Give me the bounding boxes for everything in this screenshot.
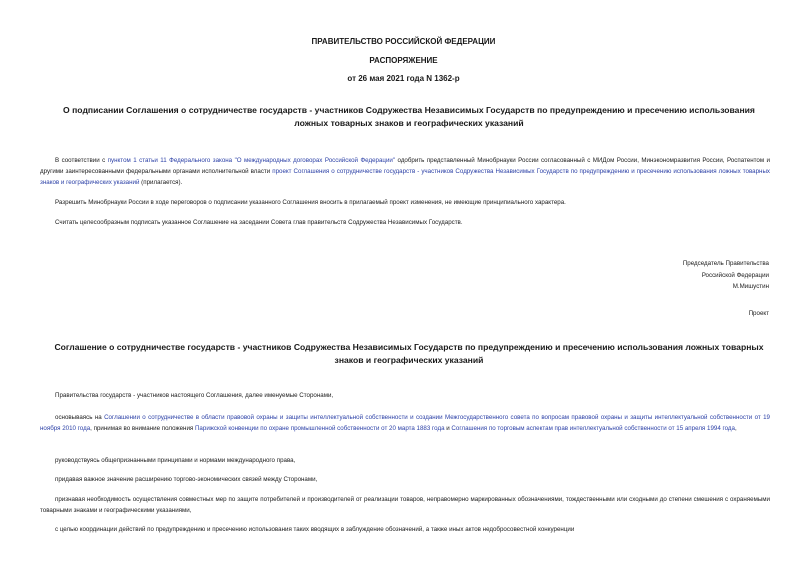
agreement-para-3	[40, 455, 770, 466]
draft-label: Проект	[748, 310, 769, 317]
paragraph-2	[40, 197, 770, 208]
agreement-para-5-text: признавая необходимость осуществления совместных мер по защите потребителей и производителей от реализации товаров, неправомерно маркированных обозначениями, тождественными или сходными до степени смешения с охраняемыми товарными знаками и географическими указаниями,	[40, 496, 770, 514]
signature-line-1: Председатель Правительства	[682, 260, 769, 267]
government-header: ПРАВИТЕЛЬСТВО РОССИЙСКОЙ ФЕДЕРАЦИИ	[311, 37, 496, 46]
agreement-para-6-text: с целью координации действий по предупреждению и пресечению использования таких вводящих в заблуждение обозначений, а также иных актов недобросовестной конкуренции	[55, 526, 575, 533]
agreement-para-3-text: руководствуясь общепризнанными принципами и нормами международного права,	[55, 457, 296, 464]
signature-line-2: Российской Федерации	[701, 271, 769, 279]
paragraph-1-text-a: В соответствии с	[55, 157, 108, 164]
paragraph-1-text-c: (прилагается).	[139, 179, 183, 186]
agreement-para-5	[40, 494, 770, 516]
document-date-number: от 26 мая 2021 года N 1362-р	[347, 74, 460, 83]
agreement-para-2-text-b: , принимая во внимание положения	[90, 425, 195, 432]
paragraph-1	[40, 155, 770, 188]
law-link[interactable]: пунктом 1 статьи 11 Федерального закона "О международных договорах Российской Федерации"	[107, 157, 396, 164]
trips-agreement-link[interactable]: Соглашения по торговым аспектам прав интеллектуальной собственности от 15 апреля 1994 года	[451, 425, 735, 432]
paris-convention-link[interactable]: Парижской конвенции по охране промышленной собственности от 20 марта 1883 года	[194, 425, 445, 432]
draft-agreement-link[interactable]: проект Соглашения о сотрудничестве государств - участников Содружества Независимых Государств по предупреждению и пресечению использования ложных товарных знаков и географических указаний	[40, 168, 771, 186]
paragraph-2-text: Разрешить Минобрнауки России в ходе переговоров о подписании указанного Соглашения вносить в прилагаемый проект изменения, не имеющие принципиального характера.	[55, 199, 566, 206]
document-title: О подписании Соглашения о сотрудничестве государств - участников Содружества Независимых Государств по предупреждению и пресечению использования ложных товарных знаков и географических указаний	[63, 105, 755, 128]
agreement-para-2-text-a: основываясь на	[55, 414, 105, 421]
agreement-para-4-text: придавая важное значение расширению торгово-экономических связей между Сторонами,	[55, 476, 318, 483]
agreement-para-2-text-d: ,	[734, 425, 737, 432]
agreement-para-1	[40, 390, 770, 401]
agreement-para-1-text: Правительства государств - участников настоящего Соглашения, далее именуемые Сторонами,	[55, 392, 334, 399]
paragraph-1-text-b: одобрить представленный Минобрнауки России согласованный с МИДом России, Минэкономразвития России, Роспатентом и другими заинтересованными федеральными органами исполнительной власти	[40, 157, 770, 175]
agreement-para-2-text-c: и	[444, 425, 452, 432]
agreement-para-6	[40, 524, 770, 535]
signature-block	[683, 258, 769, 293]
paragraph-3-text: Считать целесообразным подписать указанное Соглашение на заседании Совета глав правительств Содружества Независимых Государств.	[55, 219, 463, 226]
document-type: РАСПОРЯЖЕНИЕ	[369, 56, 438, 65]
agreement-para-4	[40, 474, 770, 485]
paragraph-3	[40, 217, 770, 228]
agreement-title: Соглашение о сотрудничестве государств - участников Содружества Независимых Государств по предупреждению и пресечению использования ложных товарных знаков и географических указаний	[54, 342, 764, 365]
cis-agreement-2010-link[interactable]: Соглашении о сотрудничестве в области правовой охраны и защиты интеллектуальной собственности и создании Межгосударственного совета по вопросам правовой охраны и защиты интеллектуальной собственности от 19 ноября 2010 года	[40, 414, 770, 432]
signature-line-3: М.Мишустин	[732, 283, 769, 290]
agreement-para-2	[40, 412, 770, 434]
